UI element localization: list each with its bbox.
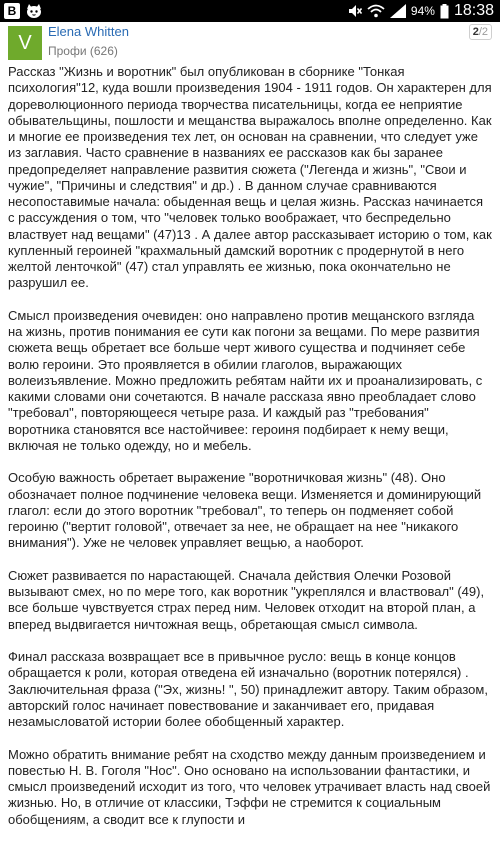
page-total: /2 — [478, 26, 488, 38]
answer-paragraph: Финал рассказа возвращает все в привычное русло: вещь в конце концов обращается к роли, которая отведена ей изначально (воротник потерялся) . Заключительная фраза ("Эх, жизнь! ", 50) принадлежит автору. Таким образом, авторский голос начинает повествование и заканчивает его, придавая незамысловатой истории более обобщенный характер. — [8, 649, 488, 729]
answer-paragraph: Можно обратить внимание ребят на сходство между данным произведением и повестью Н. В. Гоголя "Нос". Оно основано на использовании фантастики, и смысл произведений исходит из того, что человек утрачивает власть над своей жизнью. Но, в отличие от классики, Тэффи не стремится к социальным обобщениям, а сводит все к глупости и — [8, 746, 491, 827]
page-counter[interactable] — [469, 24, 492, 40]
vk-app-icon: В — [4, 3, 20, 19]
mute-icon — [348, 4, 362, 18]
avatar[interactable]: V — [8, 26, 42, 60]
battery-icon — [440, 4, 449, 19]
battery-percent: 94% — [410, 4, 435, 18]
answer-header — [0, 22, 500, 64]
answer-paragraph: Особую важность обретает выражение "воротничковая жизнь" (48). Оно обозначает полное подчинение человека вещи. Изменяется и доминирующий глагол: если до этого воротник "требовал", то теперь он подменяет собой героиню ("вертит головой", отвечает за нее, не обращает на нее "никакого внимания"). Уже не человек управляет вещью, а наоборот. — [8, 470, 482, 551]
page-current: 2 — [472, 26, 479, 38]
status-bar — [0, 0, 500, 22]
answer-paragraph: Смысл произведения очевиден: оно направлено против мещанского взгляда на жизнь, против понимания ее сути как погони за вещами. По мере развития сюжета вещь обретает все больше черт живого существа и подчиняет себе волю героини. Это проявляется в обилии глаголов, выражающих волеизъявление. Можно предложить ребятам найти их и проанализировать, с какими словами они сочетаются. В начале рассказа явно преобладает слово "требовал", повторяющееся четыре раза. И каждый раз "требования" воротника становятся все настойчивее: героиня подбирает к нему вещи, включая не только одежду, но и мебель. — [8, 307, 483, 453]
answer-paragraph: Сюжет развивается по нарастающей. Сначала действия Олечки Розовой вызывают смех, но по мере того, как воротник "укреплялся и властвовал" (49), все больше чувствуется страх перед ним. Человек отходит на второй план, а вперед выдвигается ничтожная вещь, обретающая смысл символа. — [8, 567, 485, 632]
answer-body — [8, 64, 492, 844]
wifi-icon — [367, 4, 385, 18]
author-rank: Профи (626) — [48, 44, 118, 58]
author-name[interactable]: Elena Whitten — [48, 24, 129, 39]
clock: 18:38 — [453, 2, 494, 19]
signal-icon — [390, 4, 406, 18]
cat-notification-icon — [25, 3, 43, 19]
answer-paragraph: Рассказ "Жизнь и воротник" был опубликован в сборнике "Тонкая психология"12, куда вошли произведения 1904 - 1911 годов. Он характерен для дореволюционного периода творчества писательницы, когда ее неприятие обывательщины, пошлости и мещанства выражалось вполне определенно. Как и многие ее произведения тех лет, он основан на сравнении, что следует уже из заглавия. Часто сравнение в названиях ее рассказов как бы заранее предопределяет направление развития сюжета ("Легенда и жизнь", "Свои и чужие", "Причины и следствия" и др.) . В данном случае сравниваются несопоставимые начала: обыденная вещь и целая жизнь. Рассказ начинается с рассуждения о том, что "человек только воображает, что беспредельно властвует над вещами" (47)13 . А далее автор рассказывает историю о том, как купленный героиней "крахмальный дамский воротник с продернутой в него желтой ленточкой" (47) стал управлять ее жизнью, пока окончательно не разрушил ее. — [8, 64, 492, 291]
